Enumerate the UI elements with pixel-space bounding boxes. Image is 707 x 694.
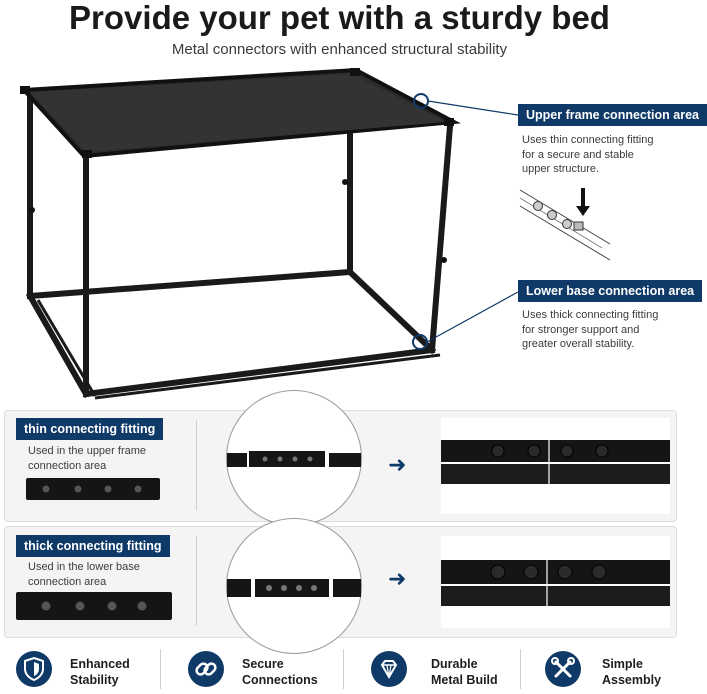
pet-bed-frame-image (0, 60, 500, 412)
feature-label-enhanced-stability: Enhanced Stability (70, 657, 130, 687)
thin-fitting-installed-image (441, 418, 670, 514)
upper-frame-callout-text: Uses thin connecting fitting for a secure and stable upper structure. (522, 134, 654, 175)
feature-divider (520, 649, 521, 689)
link-icon (188, 651, 224, 687)
feature-label-secure-connections: Secure Connections (242, 657, 318, 687)
lower-base-callout-label: Lower base connection area (518, 280, 702, 302)
page-subtitle: Metal connectors with enhanced structural stability (171, 41, 508, 58)
diamond-icon (371, 651, 407, 687)
thin-fitting-closeup (226, 390, 362, 526)
panel-divider (196, 536, 197, 626)
thin-fitting-description: Used in the upper frame connection area (28, 445, 147, 472)
thick-fitting-description: Used in the lower base connection area (28, 561, 140, 588)
lower-base-callout-text: Uses thick connecting fitting for stronger support and greater overall stability. (522, 309, 659, 350)
thin-fitting-label: thin connecting fitting (16, 418, 163, 440)
feature-divider (160, 649, 161, 689)
panel-divider (196, 420, 197, 510)
tools-icon (545, 651, 581, 687)
feature-divider (343, 649, 344, 689)
thin-fitting-image (26, 476, 160, 502)
shield-icon (16, 651, 52, 687)
thick-fitting-closeup (226, 518, 362, 654)
thick-fitting-installed-image (441, 536, 670, 628)
fitting-detail-image (520, 184, 610, 264)
arrow-right-icon: ➜ (388, 452, 407, 477)
feature-label-durable-metal-build: Durable Metal Build (431, 657, 498, 687)
arrow-right-icon: ➜ (388, 566, 407, 591)
thick-fitting-image (16, 590, 172, 622)
thick-fitting-label: thick connecting fitting (16, 535, 170, 557)
page-title: Provide your pet with a sturdy bed (69, 0, 610, 36)
upper-frame-callout-label: Upper frame connection area (518, 104, 707, 126)
feature-label-simple-assembly: Simple Assembly (602, 657, 662, 687)
